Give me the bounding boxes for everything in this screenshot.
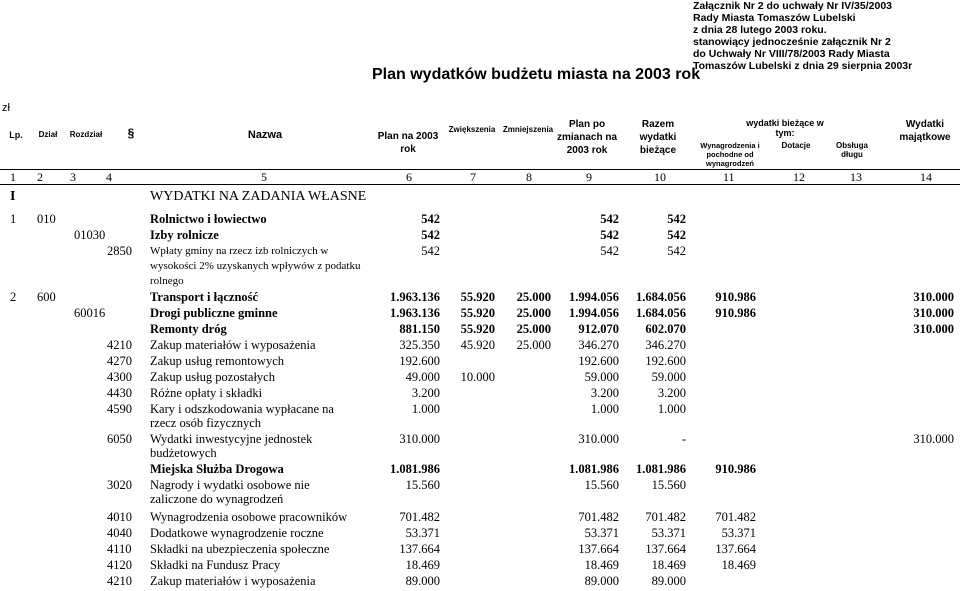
attachment-note-line: z dnia 28 lutego 2003 roku.: [693, 24, 827, 36]
column-number: 3: [70, 170, 76, 184]
cell-plan: 1.963.136: [390, 290, 440, 304]
cell-po: 1.081.986: [569, 462, 619, 476]
cell-plan: 15.560: [405, 478, 440, 492]
cell-dzial: 600: [37, 290, 56, 304]
cell-nazwa: Składki na ubezpieczenia społeczne: [150, 542, 330, 556]
cell-par: 4040: [107, 526, 132, 540]
table-row: [0, 212, 960, 228]
cell-po: 310.000: [578, 432, 619, 446]
column-number: 1: [10, 170, 16, 184]
cell-razem: 1.081.986: [636, 462, 686, 476]
cell-plan: 325.350: [399, 338, 440, 352]
cell-plan: 89.000: [405, 574, 440, 588]
cell-razem: 53.371: [651, 526, 686, 540]
cell-nazwa: Różne opłaty i składki: [150, 386, 263, 400]
table-row: [0, 432, 960, 462]
cell-nazwa: Nagrody i wydatki osobowe nie zaliczone do wynagrodzeń: [150, 478, 310, 506]
cell-plan: 542: [421, 212, 440, 226]
col-zmniejszenia: Zmniejszenia: [502, 125, 554, 134]
cell-zw: 45.920: [460, 338, 495, 352]
cell-razem: 3.200: [657, 386, 686, 400]
cell-wyn: 910.986: [715, 290, 756, 304]
cell-wyn: 910.986: [715, 306, 756, 320]
cell-razem: 346.270: [645, 338, 686, 352]
cell-par: 4300: [107, 370, 132, 384]
cell-razem: 89.000: [651, 574, 686, 588]
cell-po: 542: [600, 244, 619, 258]
column-number: 11: [723, 170, 735, 184]
cell-po: 59.000: [584, 370, 619, 384]
col-plan: Plan na 2003 rok: [377, 131, 439, 155]
col-biezace-group: wydatki bieżące w tym:: [746, 118, 824, 138]
cell-po: 1.000: [590, 402, 619, 416]
cell-par: 6050: [107, 432, 132, 446]
column-number: 6: [406, 170, 412, 184]
cell-nazwa: Kary i odszkodowania wypłacane na rzecz osób fizycznych: [150, 402, 334, 430]
table-row: [0, 306, 960, 322]
cell-plan: 1.963.136: [390, 306, 440, 320]
table-row: [0, 322, 960, 338]
column-number: 7: [470, 170, 476, 184]
cell-rozdz: 01030: [74, 228, 106, 242]
column-number: 10: [654, 170, 666, 184]
cell-wyn: 53.371: [721, 526, 756, 540]
table-row: [0, 228, 960, 244]
table-row: [0, 558, 960, 574]
cell-plan: 881.150: [399, 322, 440, 336]
cell-maj: 310.000: [913, 432, 954, 446]
cell-nazwa: Zakup usług pozostałych: [150, 370, 275, 384]
table-row: [0, 462, 960, 478]
column-number: 4: [106, 170, 112, 184]
cell-zw: 10.000: [460, 370, 495, 384]
cell-razem: 542: [667, 228, 686, 242]
cell-razem: 1.000: [657, 402, 686, 416]
col-razem: Razem wydatki bieżące: [639, 119, 677, 156]
table-row: [0, 478, 960, 508]
cell-plan: 542: [421, 228, 440, 242]
cell-zm: 25.000: [516, 338, 551, 352]
cell-plan: 192.600: [399, 354, 440, 368]
cell-par: 4590: [107, 402, 132, 416]
cell-nazwa: Zakup usług remontowych: [150, 354, 285, 368]
header-divider-top: [0, 169, 960, 170]
section-roman: I: [10, 189, 16, 204]
cell-maj: 310.000: [913, 306, 954, 320]
column-number: 12: [793, 170, 805, 184]
cell-po: 346.270: [578, 338, 619, 352]
col-wynagrodzenia: Wynagrodzenia i pochodne od wynagrodzeń: [700, 141, 760, 168]
cell-zm: 25.000: [516, 306, 551, 320]
cell-wyn: 137.664: [715, 542, 756, 556]
col-rozdzial: Rozdział: [69, 130, 103, 139]
section-title: WYDATKI NA ZADANIA WŁASNE: [150, 189, 367, 204]
cell-po: 1.994.056: [569, 290, 619, 304]
cell-razem: 542: [667, 212, 686, 226]
col-plan-po: Plan po zmianach na 2003 rok: [556, 119, 618, 156]
cell-zw: 55.920: [460, 322, 495, 336]
col-dzial: Dział: [38, 130, 58, 139]
cell-par: 2850: [107, 244, 132, 258]
cell-po: 53.371: [584, 526, 619, 540]
table-row: [0, 574, 960, 590]
cell-plan: 18.469: [405, 558, 440, 572]
cell-razem: 602.070: [645, 322, 686, 336]
cell-par: 4010: [107, 510, 132, 524]
cell-po: 137.664: [578, 542, 619, 556]
attachment-note-line: Rady Miasta Tomaszów Lubelski: [693, 12, 856, 24]
currency-label: zł: [2, 102, 10, 114]
cell-nazwa: Miejska Służba Drogowa: [150, 462, 284, 476]
cell-wyn: 701.482: [715, 510, 756, 524]
cell-plan: 1.000: [411, 402, 440, 416]
attachment-note-line: do Uchwały Nr VIII/78/2003 Rady Miasta: [693, 48, 890, 60]
cell-plan: 53.371: [405, 526, 440, 540]
cell-po: 1.994.056: [569, 306, 619, 320]
cell-po: 15.560: [584, 478, 619, 492]
col-zwiekszenia: Zwiększenia: [448, 125, 496, 134]
col-obsluga: Obsługa długu: [835, 141, 868, 159]
cell-par: 4270: [107, 354, 132, 368]
cell-wyn: 910.986: [715, 462, 756, 476]
table-row: [0, 338, 960, 354]
page-title: Plan wydatków budżetu miasta na 2003 rok: [372, 66, 701, 83]
cell-lp: 2: [10, 290, 17, 304]
column-number: 13: [850, 170, 862, 184]
cell-nazwa: Składki na Fundusz Pracy: [150, 558, 281, 572]
cell-po: 912.070: [578, 322, 619, 336]
attachment-note: [693, 0, 912, 72]
cell-nazwa: Remonty dróg: [150, 322, 227, 336]
cell-plan: 310.000: [399, 432, 440, 446]
cell-par: 4210: [107, 338, 132, 352]
cell-zw: 55.920: [460, 306, 495, 320]
table-row: [0, 244, 960, 290]
cell-zm: 25.000: [516, 290, 551, 304]
cell-nazwa: Dodatkowe wynagrodzenie roczne: [150, 526, 324, 540]
cell-plan: 1.081.986: [390, 462, 440, 476]
cell-nazwa: Transport i łączność: [150, 290, 259, 304]
cell-zw: 55.920: [460, 290, 495, 304]
cell-plan: 137.664: [399, 542, 440, 556]
column-number: 8: [526, 170, 532, 184]
cell-nazwa: Drogi publiczne gminne: [150, 306, 278, 320]
cell-plan: 542: [421, 244, 440, 258]
cell-po: 3.200: [590, 386, 619, 400]
table-row: [0, 354, 960, 370]
cell-po: 542: [600, 228, 619, 242]
table-row: [0, 402, 960, 432]
table-row: [0, 386, 960, 402]
cell-lp: 1: [10, 212, 17, 226]
cell-razem: 137.664: [645, 542, 686, 556]
cell-po: 701.482: [578, 510, 619, 524]
cell-razem: 192.600: [645, 354, 686, 368]
col-paragraph: §: [127, 126, 135, 140]
attachment-note-line: Tomaszów Lubelski z dnia 29 sierpnia 2003r: [693, 60, 913, 72]
cell-plan: 49.000: [405, 370, 440, 384]
cell-razem: 542: [667, 244, 686, 258]
cell-razem: 18.469: [651, 558, 686, 572]
cell-par: 4430: [107, 386, 132, 400]
cell-nazwa: Zakup materiałów i wyposażenia: [150, 338, 316, 352]
column-number: 2: [37, 170, 43, 184]
cell-nazwa: Wydatki inwestycyjne jednostek budżetowych: [150, 432, 313, 460]
cell-plan: 3.200: [411, 386, 440, 400]
cell-wyn: 18.469: [721, 558, 756, 572]
table-row: [0, 370, 960, 386]
table-row: [0, 542, 960, 558]
cell-razem: 1.684.056: [636, 306, 686, 320]
cell-dzial: 010: [37, 212, 56, 226]
cell-nazwa: Izby rolnicze: [150, 228, 219, 242]
table-row: [0, 510, 960, 526]
cell-maj: 310.000: [913, 290, 954, 304]
cell-razem: 1.684.056: [636, 290, 686, 304]
attachment-note-line: Załącznik Nr 2 do uchwały Nr IV/35/2003: [693, 0, 893, 12]
col-lp: Lp.: [9, 130, 23, 140]
col-nazwa: Nazwa: [247, 129, 283, 141]
column-number: 9: [586, 170, 592, 184]
table-row: [0, 290, 960, 306]
cell-zm: 25.000: [516, 322, 551, 336]
column-number: 14: [920, 170, 932, 184]
cell-razem: 701.482: [645, 510, 686, 524]
cell-po: 18.469: [584, 558, 619, 572]
cell-par: 3020: [107, 478, 132, 492]
column-number: 5: [261, 170, 267, 184]
attachment-note-line: stanowiący jednocześnie załącznik Nr 2: [693, 36, 891, 48]
cell-plan: 701.482: [399, 510, 440, 524]
cell-nazwa: Wynagrodzenia osobowe pracowników: [150, 510, 348, 524]
cell-par: 4110: [107, 542, 132, 556]
table-row: [0, 526, 960, 542]
cell-nazwa: Wpłaty gminy na rzecz izb rolniczych w wysokości 2% uzyskanych wpływów z podatku rolnego: [150, 245, 361, 287]
cell-nazwa: Rolnictwo i łowiectwo: [150, 212, 267, 226]
cell-po: 542: [600, 212, 619, 226]
cell-par: 4120: [107, 558, 132, 572]
col-majatkowe: Wydatki majątkowe: [899, 119, 951, 143]
cell-maj: 310.000: [913, 322, 954, 336]
cell-par: 4210: [107, 574, 132, 588]
cell-po: 89.000: [584, 574, 619, 588]
cell-razem: -: [681, 432, 686, 446]
cell-nazwa: Zakup materiałów i wyposażenia: [150, 574, 316, 588]
cell-razem: 15.560: [651, 478, 686, 492]
cell-razem: 59.000: [651, 370, 686, 384]
cell-po: 192.600: [578, 354, 619, 368]
header-divider-bottom: [0, 184, 960, 185]
col-dotacje: Dotacje: [781, 141, 811, 150]
cell-rozdz: 60016: [74, 306, 106, 320]
